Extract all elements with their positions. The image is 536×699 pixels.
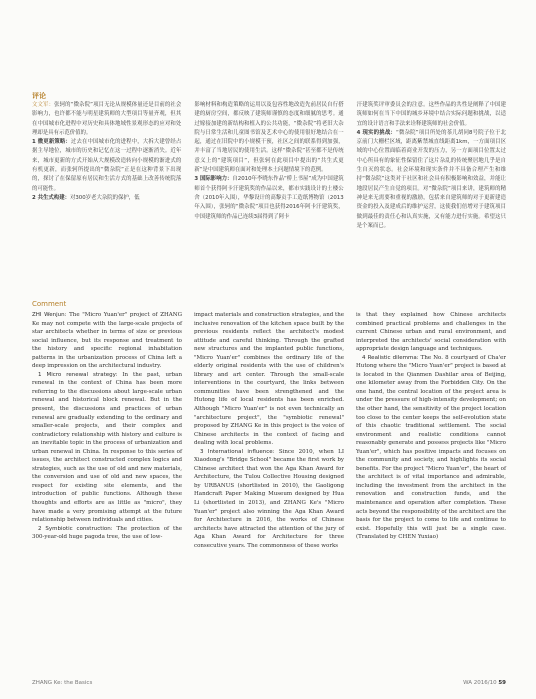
zh-paragraph [32,101,181,138]
en-column-3 [356,311,506,550]
zh-text: 对300岁老大杂院的保护，低 [69,194,140,201]
zh-paragraph [357,101,506,129]
en-text: Since 2010, when LI Xiaodong's "Bridge School" became the first work by Chinese architect that won the Aga Khan Award for Architecture, the Tulou Collective Housing designed by URBANUS (shortlisted in 2010), the Gaoligong Handcraft Paper Making Museum designed by Hua Li (shortlisted in 2013), and ZHANG Ke's "Micro Yuan'er" project also winning the Aga Khan Award for Architecture in 2016, the works of Chinese architects have attracted the attention of the jury of Aga Khan Award for Architecture for three consecutive years. The commonness of these works [194,448,345,549]
zh-author-label: 文文军： [32,102,55,108]
en-comment-heading: Comment [32,300,67,308]
zh-comment-heading: 评论 [32,92,46,100]
en-subheading: 1 Micro renewal strategy: [38,371,118,378]
zh-subheading: 3 国际影响力： [194,176,233,183]
page-footer [32,680,506,690]
running-title: ZHANG Ke: the Basics [32,680,93,686]
zh-paragraph [32,194,181,203]
en-subheading: 4 Realistic dilemma: [362,354,419,361]
en-paragraph [194,311,344,448]
zh-text: 影响材料和构造策略的运用以及包容性地改造先前居民自行搭建的厨房空间，都反映了建筑师谨慎的态度和细腻的思考。通过嫁接加建的新结构和植入的公共功能，“微杂院”将老旧大杂院与日常生活和儿童图书馆及艺术中心的使用很好地结合在一起，通过在旧院中的小规模干预，社区之间的联系得到加强，并丰富了当地居民的使用生活。这样“微杂院”甚至都不是传统意义上的“建筑项目”，但张轲在此项目中提出的“共生式更新”是中国建筑师在面对和处理本土问题情境下的范例。 [194,102,344,174]
zh-paragraph [357,129,506,231]
en-paragraph [32,311,182,371]
en-paragraph [356,311,506,354]
issue-label: WA 2016/10 [463,680,497,686]
zh-text: 过去在中国城市化的进程中，大拆大建曾经占据主导地位，城市的历史和记忆在这一过程中逐渐消失。近年来，城市更新的方式开始从大规模改造转向小规模的渐进式的有机更新，而张轲所提出的“微杂院”正是在这种背景下出现的，探讨了在保留原有居民和生活方式的基础上改善传统院落的可能性。 [32,139,182,192]
en-subheading: 2 Symbiotic construction: [38,525,113,532]
zh-subheading: 2 共生式构建： [32,194,70,201]
en-column-2 [194,311,344,550]
en-subheading: 3 International influence: [200,448,275,455]
zh-paragraph [194,175,343,221]
zh-text: 汗建筑奖评审委员会的注意。这些作品的共性是阐释了中国建筑师如何在当下中国的城乡环境中结合实际问题和挑战，以适宜的设计语言和手法来诠释建筑师的社会价值。 [356,102,506,127]
zh-paragraph [32,138,181,194]
zh-paragraph [194,101,343,175]
en-text: The No. 8 courtyard of Cha'er Hutong where the "Micro Yuan'er" project is based at is located in the Qianmen Dashilar area of Beijing, one kilometer away from the Forbidden City. On the one hand, the central location of the project area is under the pressure of high-intensity development; on the other hand, the sensitivity of the project location too close to the center keeps the self-evolution state of this chaotic traditional settlement. The social environment and realistic conditions cannot reasonably generate and possess projects like "Micro Yuan'er", which has positive impacts and focuses on the community and society, and highlights its social benefits. For the project "Micro Yuan'er", the heart of the architect is of vital importance and admirable, including the investment from the architect in the renovation and construction funds, and the maintenance and operation after completion. These acts beyond the responsibility of the architect are the basis for the project to come to life and continue to exist. Hopefully this will just be a single case. (Translated by CHEN Yuxiao) [356,354,507,541]
zh-subheading: 4 现实的挑战： [356,129,397,136]
en-text: is that they explained how Chinese architects combined practical problems and challenges in the current Chinese urban and rural environment, and interpreted the architects' social consideration with appropriate design language and techniques. [356,312,506,353]
en-text: In the past, urban renewal in the context of China has been more referring to the discussions about large-scale urban renewal and historical block renewal. But in the present, the discussions and practices of urban renewal are gradually extending to the ordinary and smaller-scale projects, and their complex and contradictory relationship with history and culture is an inevitable topic in the process of urbanization and urban renewal in China. In response to this series of issues, the architect constructed complex logics and strategies, such as the use of old and new materials, the conversion and use of old and new spaces, the respect for existing site elements, and the introduction of public functions. Although these thoughts and efforts are as little as "micro", they have made a very promising attempt at the future relationship between individuals and cities. [32,371,182,524]
en-author-label: ZHI Wenjun: [32,312,67,318]
en-column-1 [32,311,182,550]
zh-columns [32,101,506,231]
zh-column-3 [357,101,506,231]
en-paragraph [194,448,344,551]
zh-text: “微杂院”项目所处的茶儿胡同8号院子位于北京前门大栅栏区域，距离紫禁城直线距离1km，一方面项目区域的中心位置面临着商业开发的压力，另一方面项目位置太过中心所具有的象征性保留住了这片杂乱的传统聚居地几乎是自生自灭的状态。社会环境和现实条件并不具备合理产生和维持“微杂院”这类对于社区和社会具有积极影响和效益，并能让地段居民产生自觉的项目。对“微杂院”项目来讲，建筑师的精神是来无需要和重视的激励，包括来自建筑师的对于更新建造资金的投入及建成后的维护运营，这使我们倍增对于建筑项目做到最佳的责任心和认真实施，又有能力进行实施。希望这只是个案而已。 [356,129,506,229]
zh-text: 自2010年李晓东作品“桥上书屋”成为中国建筑师首个获得阿卡汗建筑奖的作品以来，都市实践设计的土楼公舍（2010年入围），华黎设计的高黎贡手工造纸博物馆（2013年入围），张轲的“微杂院”项目也获得2016年阿卡汗建筑奖，中国建筑师的作品已连续3届得到了阿卡 [194,176,344,220]
en-text: impact materials and construction strategies, and the inclusive renovation of the kitchen space built by the previous residents reflect the architect's modest attitude and careful thinking. Through the grafted new structures and the implanted public functions, "Micro Yuan'er" combines the ordinary life of the elderly original residents with the use of children's library and art center. Through the small-scale interventions in the courtyard, the links between communities have been strengthened and the Hutong life of local residents has been enriched. Although "Micro Yuan'er" is not even technically an "architecture project", the "symbiotic renewal" proposed by ZHANG Ke in this project is the voice of Chinese architects in the context of facing and dealing with local problems. [194,312,345,447]
zh-text: 张轲的“微杂院”项目无论从规模体量还是目前的社会影响力，也许都不能与明星建筑师的大型项目等量齐观，但其在中国城市化进程中对历史和具体地域性景观形态的应对和处理却是具有示范价值的。 [32,102,182,136]
page-number: 59 [498,680,506,686]
en-text: The "Micro Yuan'er" project of ZHANG Ke may not compete with the large-scale projects of star architects whether in terms of size or previous social influence, but its response and treatment to the history and specific regional inhabitation patterns in the urbanization process of China left a deep impression on the architectural industry. [32,312,182,370]
en-paragraph [32,525,182,542]
issue-and-page [463,680,506,686]
en-paragraph [32,371,182,525]
en-text: The protection of the 300-year-old huge pagoda tree, the use of low- [32,525,182,541]
en-paragraph [356,354,506,542]
en-columns [32,311,506,550]
zh-column-1 [32,101,181,231]
zh-subheading: 1 微更新策略： [32,139,71,146]
zh-column-2 [194,101,343,231]
